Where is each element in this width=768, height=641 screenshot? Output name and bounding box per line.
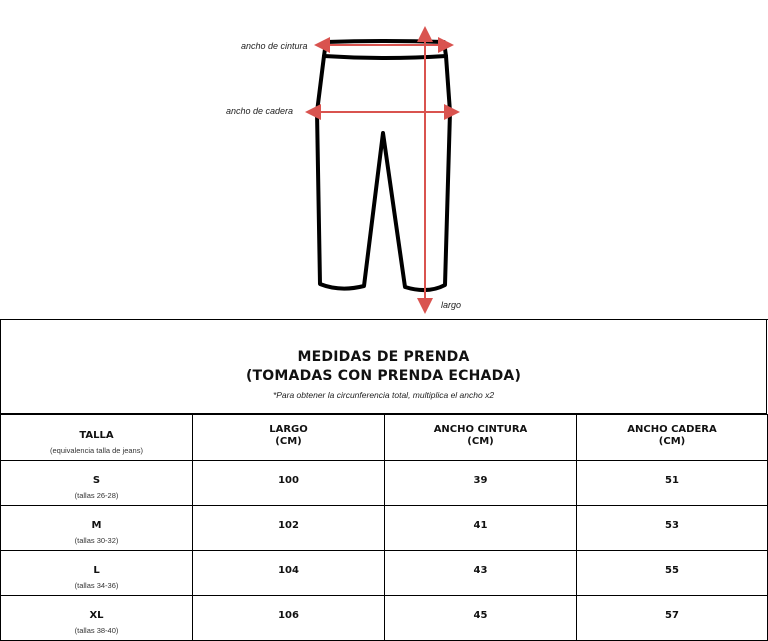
table-row bbox=[1, 596, 768, 641]
size-equiv: (tallas 26-28) bbox=[74, 491, 119, 500]
size-cell bbox=[1, 596, 193, 641]
largo-cell: 106 bbox=[193, 596, 385, 641]
circumference-note: *Para obtener la circunferencia total, multiplica el ancho x2 bbox=[272, 390, 495, 400]
size-cell bbox=[1, 551, 193, 596]
header-cadera bbox=[577, 415, 768, 461]
size-table bbox=[0, 414, 768, 641]
header-cadera-l2: (CM) bbox=[658, 436, 686, 447]
size-cell bbox=[1, 506, 193, 551]
cadera-cell: 55 bbox=[577, 551, 768, 596]
header-largo-l2: (CM) bbox=[275, 436, 302, 447]
largo-cell: 104 bbox=[193, 551, 385, 596]
cintura-cell: 45 bbox=[385, 596, 577, 641]
header-cintura-l1: ANCHO CINTURA bbox=[433, 424, 528, 435]
size-name: L bbox=[93, 565, 100, 576]
size-equiv: (tallas 30-32) bbox=[74, 536, 119, 545]
header-talla-sub: (equivalencia talla de jeans) bbox=[50, 446, 143, 455]
header-largo-l1: LARGO bbox=[269, 424, 308, 435]
pants-waistband bbox=[324, 41, 446, 58]
cintura-cell: 39 bbox=[385, 461, 577, 506]
size-equiv: (tallas 34-36) bbox=[74, 581, 119, 590]
size-name: M bbox=[91, 520, 102, 531]
header-talla: TALLA (equivalencia talla de jeans) bbox=[1, 415, 193, 461]
garment-diagram bbox=[0, 0, 768, 320]
cintura-cell: 43 bbox=[385, 551, 577, 596]
cadera-cell: 57 bbox=[577, 596, 768, 641]
header-cintura bbox=[385, 415, 577, 461]
chart-title: MEDIDAS DE PRENDA bbox=[297, 349, 470, 365]
pants-outline bbox=[317, 56, 450, 290]
table-row bbox=[1, 551, 768, 596]
cadera-cell: 53 bbox=[577, 506, 768, 551]
chart-subtitle: (TOMADAS CON PRENDA ECHADA) bbox=[245, 368, 522, 384]
size-chart bbox=[0, 319, 768, 640]
hip-label: ancho de cadera bbox=[226, 106, 294, 116]
size-equiv: (tallas 38-40) bbox=[74, 626, 119, 635]
length-label: largo bbox=[441, 300, 462, 310]
table-row bbox=[1, 461, 768, 506]
largo-cell: 102 bbox=[193, 506, 385, 551]
cintura-cell: 41 bbox=[385, 506, 577, 551]
pants-illustration bbox=[0, 0, 768, 320]
size-name: S bbox=[92, 475, 101, 486]
table-row bbox=[1, 506, 768, 551]
header-cadera-l1: ANCHO CADERA bbox=[627, 424, 717, 435]
size-cell bbox=[1, 461, 193, 506]
largo-cell: 100 bbox=[193, 461, 385, 506]
waist-label: ancho de cintura bbox=[241, 41, 308, 51]
cadera-cell: 51 bbox=[577, 461, 768, 506]
header-cintura-l2: (CM) bbox=[467, 436, 494, 447]
header-largo bbox=[193, 415, 385, 461]
size-chart-header bbox=[0, 320, 767, 414]
size-name: XL bbox=[89, 610, 104, 621]
table-header-row bbox=[1, 415, 768, 461]
